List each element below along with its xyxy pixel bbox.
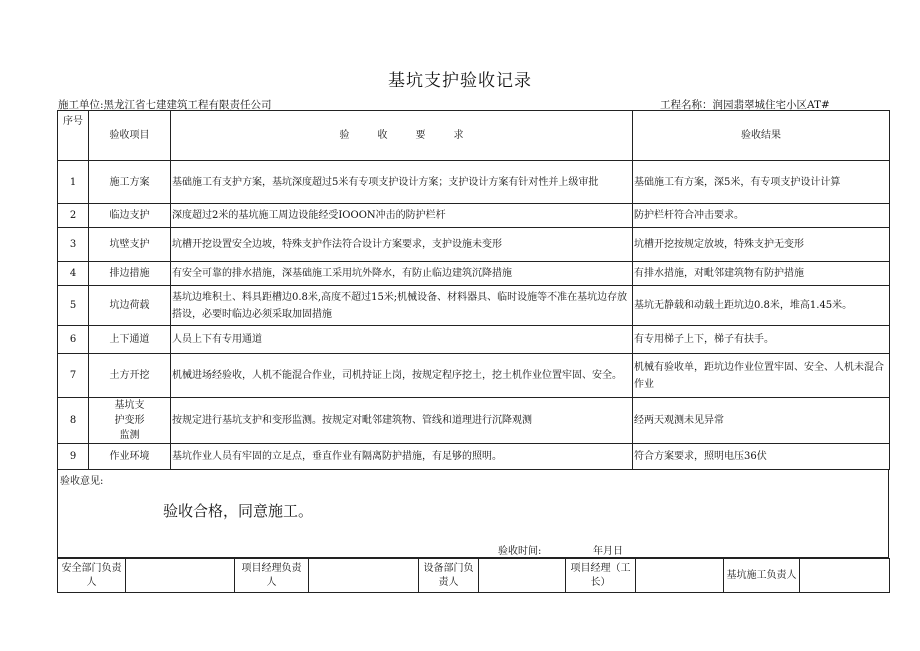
row-result: 符合方案要求，照明电压36伏 bbox=[633, 444, 890, 470]
header-no: 序号 bbox=[58, 111, 89, 161]
acceptance-time-label: 验收时间: bbox=[498, 546, 542, 557]
signature-role-pit-construction: 基坑施工负责人 bbox=[724, 559, 800, 593]
header-requirement-text: 验收要求 bbox=[339, 130, 492, 141]
row-result: 防护栏杆符合冲击要求。 bbox=[633, 204, 890, 228]
table-row bbox=[58, 398, 890, 444]
table-row bbox=[58, 161, 890, 204]
signature-role-project-manager: 项目经理负责人 bbox=[235, 559, 309, 593]
signature-field-pit-construction[interactable] bbox=[800, 559, 890, 593]
row-item: 临边支护 bbox=[89, 204, 171, 228]
signature-row bbox=[58, 559, 890, 593]
table-row bbox=[58, 204, 890, 228]
acceptance-sheet bbox=[57, 110, 889, 593]
acceptance-table bbox=[57, 110, 890, 470]
row-result: 经两天观测未见异常 bbox=[633, 398, 890, 444]
row-requirement: 基坑边堆积土、料具距槽边0.8米,高度不超过15米;机械设备、材料器具、临时设施等不准在基坑边存放搭设，必要时临边必须采取加固措施 bbox=[171, 286, 633, 326]
row-result: 有专用梯子上下，梯子有扶手。 bbox=[633, 326, 890, 354]
row-requirement: 基础施工有支护方案，基坑深度超过5米有专项支护设计方案；支护设计方案有针对性并上级审批 bbox=[171, 161, 633, 204]
row-requirement: 有安全可靠的排水措施，深基础施工采用坑外降水，有防止临边建筑沉降措施 bbox=[171, 262, 633, 286]
header-requirement bbox=[171, 111, 633, 161]
row-result: 机械有验收单，距坑边作业位置牢固、安全、人机未混合作业 bbox=[633, 354, 890, 398]
table-row bbox=[58, 326, 890, 354]
document-title: 基坑支护验收记录 bbox=[388, 71, 532, 91]
row-item: 坑壁支护 bbox=[89, 228, 171, 262]
table-row bbox=[58, 286, 890, 326]
row-item: 作业环境 bbox=[89, 444, 171, 470]
row-result: 基础施工有方案，深5米，有专项支护设计计算 bbox=[633, 161, 890, 204]
signature-role-foreman: 项目经理（工长） bbox=[566, 559, 636, 593]
header-row bbox=[58, 111, 890, 161]
signature-field-project-manager[interactable] bbox=[309, 559, 419, 593]
row-requirement: 按规定进行基坑支护和变形监测。按规定对毗邻建筑物、管线和道理进行沉降观测 bbox=[171, 398, 633, 444]
row-no: 3 bbox=[58, 228, 89, 262]
row-requirement: 深度超过2米的基坑施工周边设能经受IOOON冲击的防护栏杆 bbox=[171, 204, 633, 228]
acceptance-time-value: 年月日 bbox=[593, 546, 623, 557]
row-no: 5 bbox=[58, 286, 89, 326]
row-no: 1 bbox=[58, 161, 89, 204]
row-item: 基坑支护变形监测 bbox=[89, 398, 171, 444]
signature-field-foreman[interactable] bbox=[636, 559, 724, 593]
row-no: 4 bbox=[58, 262, 89, 286]
signature-field-equipment[interactable] bbox=[479, 559, 566, 593]
row-no: 8 bbox=[58, 398, 89, 444]
row-item: 坑边荷载 bbox=[89, 286, 171, 326]
signature-role-safety: 安全部门负责人 bbox=[58, 559, 126, 593]
signature-role-equipment: 设备部门负责人 bbox=[419, 559, 479, 593]
opinion-section bbox=[57, 470, 889, 558]
row-no: 2 bbox=[58, 204, 89, 228]
table-row bbox=[58, 354, 890, 398]
opinion-label: 验收意见: bbox=[60, 476, 104, 487]
table-row bbox=[58, 262, 890, 286]
project-name: 工程名称：润园翡翠城住宅小区AT# bbox=[660, 99, 830, 111]
header-item: 验收项目 bbox=[89, 111, 171, 161]
row-result: 坑槽开挖按规定放坡，特殊支护无变形 bbox=[633, 228, 890, 262]
row-item: 土方开挖 bbox=[89, 354, 171, 398]
row-no: 9 bbox=[58, 444, 89, 470]
row-item: 上下通道 bbox=[89, 326, 171, 354]
row-no: 7 bbox=[58, 354, 89, 398]
row-requirement: 人员上下有专用通道 bbox=[171, 326, 633, 354]
row-requirement: 基坑作业人员有牢固的立足点，垂直作业有隔离防护措施，有足够的照明。 bbox=[171, 444, 633, 470]
row-no: 6 bbox=[58, 326, 89, 354]
row-requirement: 机械进场经验收，人机不能混合作业，司机持证上岗，按规定程序挖土，挖土机作业位置牢固、安全。 bbox=[171, 354, 633, 398]
row-result: 有排水措施，对毗邻建筑物有防护措施 bbox=[633, 262, 890, 286]
table-row bbox=[58, 444, 890, 470]
opinion-verdict: 验收合格，同意施工。 bbox=[163, 502, 314, 520]
header-result: 验收结果 bbox=[633, 111, 890, 161]
table-row bbox=[58, 228, 890, 262]
signature-table bbox=[57, 558, 890, 593]
row-item: 施工方案 bbox=[89, 161, 171, 204]
row-requirement: 坑槽开挖设置安全边坡，特殊支护作法符合设计方案要求，支护设施未变形 bbox=[171, 228, 633, 262]
row-result: 基坑无静载和动载土距坑边0.8米，堆高1.45米。 bbox=[633, 286, 890, 326]
construction-unit: 施工单位:黑龙江省七建建筑工程有限责任公司 bbox=[58, 99, 272, 111]
signature-field-safety[interactable] bbox=[126, 559, 235, 593]
row-item: 排边措施 bbox=[89, 262, 171, 286]
